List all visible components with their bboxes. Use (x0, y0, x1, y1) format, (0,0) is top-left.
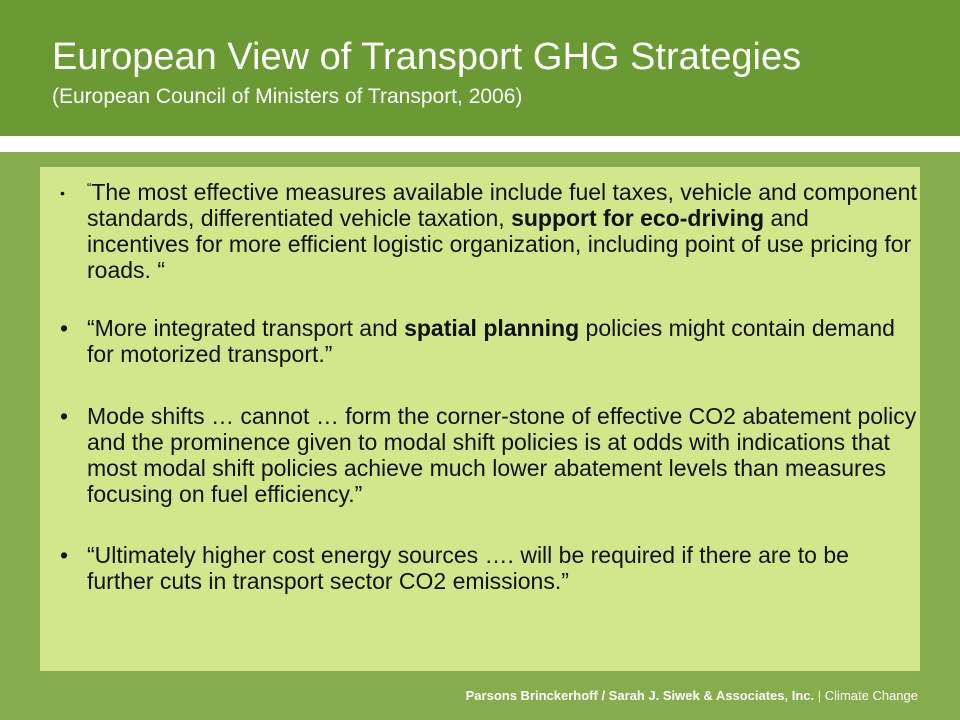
slide-footer (466, 688, 918, 703)
bullet-text: “Ultimately higher cost energy sources …. will be required if there are to be further cuts in transport sector CO2 emissions.” (87, 542, 849, 594)
emphasis: support for eco-driving (511, 205, 765, 231)
header-divider (0, 136, 960, 152)
bullet-text: “More integrated transport and spatial planning policies might contain demand for motorized transport.” (87, 315, 895, 367)
bullet-glyph: • (60, 542, 69, 568)
emphasis: spatial planning (404, 315, 580, 341)
title-bar (0, 0, 960, 136)
bullet-glyph: • (60, 185, 65, 201)
footer-separator: | (817, 688, 822, 703)
bullet-glyph: • (60, 403, 69, 429)
footer-topic: Climate Change (824, 688, 918, 703)
slide-subtitle: (European Council of Ministers of Transport, 2006) (52, 85, 523, 108)
bullet-glyph: • (60, 315, 69, 341)
slide-title: European View of Transport GHG Strategies (52, 36, 802, 78)
bullet-text: “The most effective measures available include fuel taxes, vehicle and component standards, differentiated vehicle taxation, support for eco-driving and incentives for more efficient logistic organization, including point of use pricing for roads. “ (87, 179, 917, 283)
open-quote: “ (87, 180, 92, 195)
footer-firm: Parsons Brinckerhoff / Sarah J. Siwek & Associates, Inc. (465, 688, 815, 703)
content-box (40, 167, 920, 671)
bullet-text: Mode shifts … cannot … form the corner-stone of effective CO2 abatement policy and the prominence given to modal shift policies is at odds with indications that most modal shift policies achieve much lower abatement levels than measures focusing on fuel efficiency.” (87, 403, 917, 507)
